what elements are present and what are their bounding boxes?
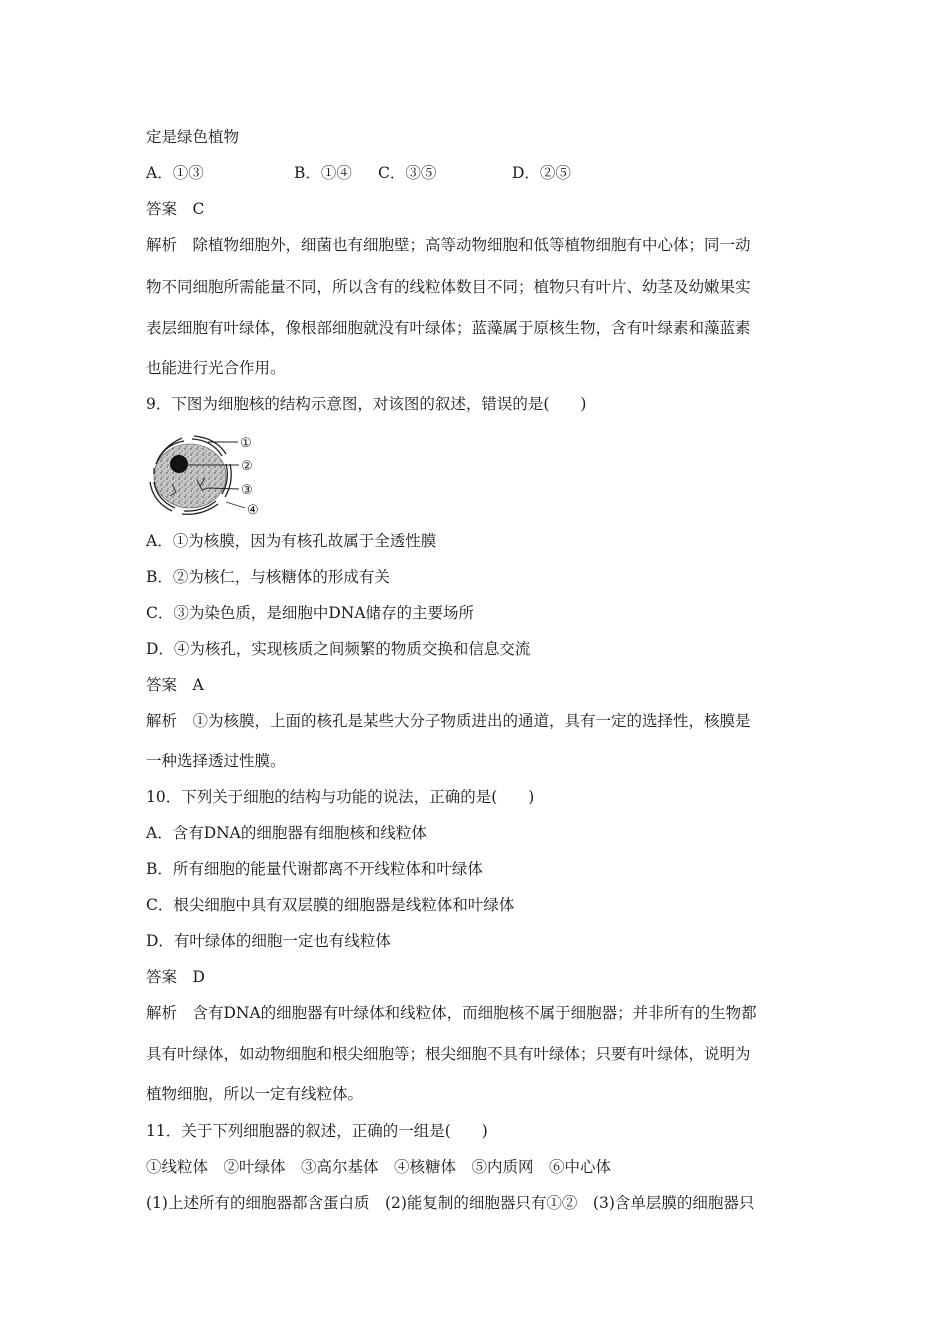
q9-option: D．④为核孔，实现核质之间频繁的物质交换和信息交流	[146, 640, 531, 658]
q10-option: A．含有DNA的细胞器有细胞核和线粒体	[146, 824, 427, 842]
q8-analysis-line: 表层细胞有叶绿体，像根部细胞就没有叶绿体；蓝藻属于原核生物，含有叶绿素和藻蓝素	[146, 319, 751, 337]
q9-stem: 9．下图为细胞核的结构示意图，对该图的叙述，错误的是( )	[146, 395, 587, 413]
q9-option: B．②为核仁，与核糖体的形成有关	[146, 568, 390, 586]
figure-label-2: ②	[241, 459, 253, 474]
q8-option-b: B．①④	[294, 164, 352, 182]
q10-analysis-line: 解析 含有DNA的细胞器有叶绿体和线粒体，而细胞核不属于细胞器；并非所有的生物都	[146, 1004, 757, 1022]
q9-analysis-line: 一种选择透过性膜。	[146, 752, 286, 770]
q8-analysis-line: 物不同细胞所需能量不同，所以含有的线粒体数目不同；植物只有叶片、幼茎及幼嫩果实	[146, 278, 751, 296]
nucleoplasm	[154, 444, 226, 508]
figure-label-4: ④	[247, 503, 259, 518]
q10-option: B．所有细胞的能量代谢都离不开线粒体和叶绿体	[146, 860, 483, 878]
q11-items: ①线粒体 ②叶绿体 ③高尔基体 ④核糖体 ⑤内质网 ⑥中心体	[146, 1158, 612, 1176]
q8-answer: 答案 C	[146, 200, 205, 218]
q8-analysis-line: 也能进行光合作用。	[146, 359, 286, 377]
q8-option-d: D．②⑤	[512, 164, 571, 182]
q10-analysis-line: 具有叶绿体，如动物细胞和根尖细胞等；根尖细胞不具有叶绿体；只要有叶绿体，说明为	[146, 1045, 751, 1063]
q8-option-a: A．①③	[146, 164, 204, 182]
q9-answer: 答案 A	[146, 676, 204, 694]
q11-stem: 11．关于下列细胞器的叙述，正确的一组是( )	[146, 1122, 488, 1140]
figure-label-1: ①	[240, 436, 252, 451]
nucleolus	[170, 455, 188, 473]
figure-label-3: ③	[241, 483, 253, 498]
nucleus-diagram	[142, 430, 272, 522]
q8-analysis-line: 解析 除植物细胞外，细菌也有细胞壁；高等动物细胞和低等植物细胞有中心体；同一动	[146, 236, 751, 254]
q8-option-c: C．③⑤	[378, 164, 437, 182]
q10-option: D．有叶绿体的细胞一定也有线粒体	[146, 932, 391, 950]
q9-option: A．①为核膜，因为有核孔故属于全透性膜	[146, 532, 437, 550]
q10-answer: 答案 D	[146, 968, 205, 986]
continuation-text: 定是绿色植物	[146, 128, 240, 146]
q10-analysis-line: 植物细胞，所以一定有线粒体。	[146, 1085, 364, 1103]
q11-statements: (1)上述所有的细胞器都含蛋白质 (2)能复制的细胞器只有①② (3)含单层膜的细胞器只	[146, 1194, 755, 1212]
q9-analysis-line: 解析 ①为核膜，上面的核孔是某些大分子物质进出的通道，具有一定的选择性，核膜是	[146, 712, 751, 730]
q10-option: C．根尖细胞中具有双层膜的细胞器是线粒体和叶绿体	[146, 896, 515, 914]
q10-stem: 10．下列关于细胞的结构与功能的说法，正确的是( )	[146, 788, 535, 806]
q9-option: C．③为染色质，是细胞中DNA储存的主要场所	[146, 604, 475, 622]
